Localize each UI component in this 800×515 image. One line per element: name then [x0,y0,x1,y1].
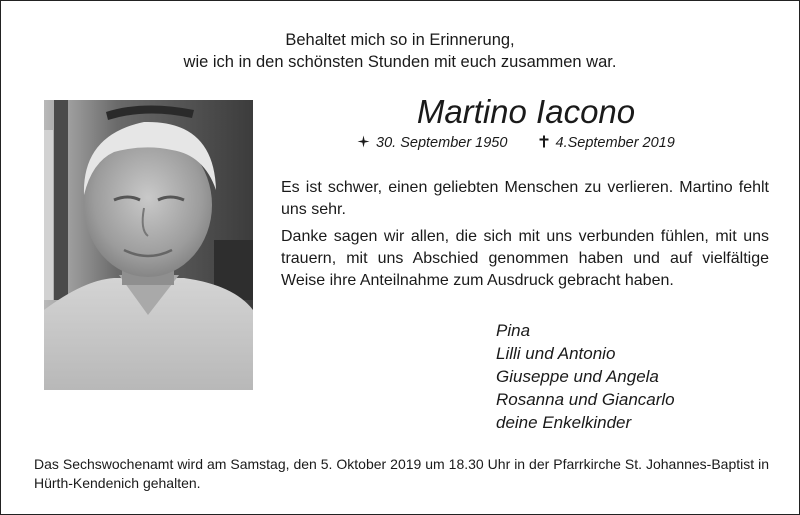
message-paragraph-2: Danke sagen wir allen, die sich mit uns verbunden fühlen, mit uns trauern, mit uns Abschied genommen haben und auf vielfältige Weise ihre Anteilnahme zum Ausdruck gebracht haben. [281,228,769,289]
cross-death-icon [539,135,549,148]
signers-list [496,319,675,434]
memorial-quote [1,29,799,73]
signer: Lilli und Antonio [496,344,616,363]
star-birth-icon [357,135,370,148]
portrait-photo [44,100,253,390]
signer: Giuseppe und Angela [496,367,659,386]
death-date: 4.September 2019 [539,135,674,151]
quote-line-2: wie ich in den schönsten Stunden mit euch zusammen war. [183,53,617,71]
signer: Pina [496,321,531,340]
quote-line-1: Behaltet mich so in Erinnerung, [285,31,515,49]
message-text [281,177,769,297]
message-paragraph-1: Es ist schwer, einen geliebten Menschen zu verlieren. Martino fehlt uns sehr. [281,179,769,218]
deceased-name: Martino Iacono [416,93,636,130]
signer: deine Enkelkinder [496,413,632,432]
signer: Rosanna und Giancarlo [496,390,675,409]
birth-date: 30. September 1950 [357,135,511,151]
life-dates [357,134,675,152]
service-notice: Das Sechswochenamt wird am Samstag, den 5. Oktober 2019 um 18.30 Uhr in der Pfarrkirche St. Johannes-Baptist in Hürth-Kendenich gehalten. [34,456,769,491]
